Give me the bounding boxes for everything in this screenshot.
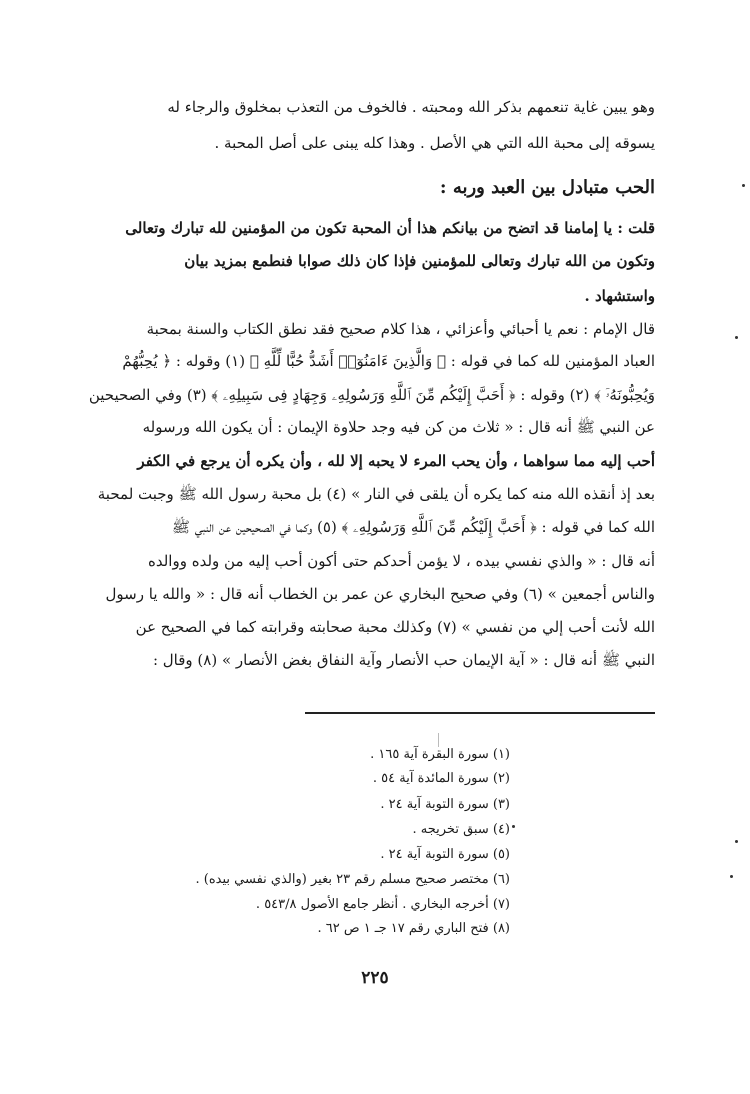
- footnote-5: (٥) سورة التوبة آية ٢٤ .: [380, 847, 510, 862]
- body-line-15: الله لأنت أحب إلي من نفسي » (٧) وكذلك محبة صحابته وقرابته كما في الصحيح عن: [135, 618, 655, 636]
- body-line-14: والناس أجمعين » (٦) وفي صحيح البخاري عن عمر بن الخطاب أنه قال : « والله يا رسول: [105, 585, 655, 603]
- body-line-3: قلت : يا إمامنا قد اتضح من بيانكم هذا أن المحبة تكون من المؤمنين لله تبارك وتعالى: [125, 219, 655, 237]
- footnote-divider: [305, 712, 655, 714]
- footnote-3: (٣) سورة التوبة آية ٢٤ .: [380, 797, 510, 812]
- scan-speck: [742, 184, 745, 187]
- scan-speck: [512, 825, 515, 828]
- body-line-11: بعد إذ أنقذه الله منه كما يكره أن يلقى في النار » (٤) بل محبة رسول الله ﷺ وجبت لمحبة: [97, 485, 655, 503]
- footnote-4: (٤) سبق تخريجه .: [412, 822, 510, 837]
- body-line-8: وَيُحِبُّونَهُۥٓ ﴾ (٢) وقوله : ﴿ أَحَبَّ إِلَيْكُم مِّنَ ٱللَّهِ وَرَسُولِهِۦ وَجِهَادٍ فِى سَبِيلِهِۦ ﴾ (٣) وفي الصحيحين: [88, 386, 655, 404]
- footnote-1: (١) سورة البقرة آية ١٦٥ .: [370, 747, 510, 762]
- body-line-2: يسوقه إلى محبة الله التي هي الأصل . وهذا كله يبنى على أصل المحبة .: [214, 134, 655, 152]
- body-line-6: قال الإمام : نعم يا أحبائي وأعزائي ، هذا كلام صحيح فقد نطق الكتاب والسنة بمحبة: [146, 320, 655, 338]
- body-line-10: أحب إليه مما سواهما ، وأن يحب المرء لا يحبه إلا لله ، وأن يكره أن يرجع في الكفر: [137, 452, 655, 470]
- body-line-7: العباد المؤمنين لله كما في قوله : ﴿ وَالَّذِينَ ءَامَنُوٓا۟ أَشَدُّ حُبًّا لِّلَّهِ ﴾ (١) وقوله : ﴿ يُحِبُّهُمْ: [122, 352, 655, 370]
- body-line-9: عن النبي ﷺ أنه قال : « ثلاث من كن فيه وجد حلاوة الإيمان : أن يكون الله ورسوله: [142, 418, 655, 436]
- footnote-8: (٨) فتح الباري رقم ١٧ جـ ١ ص ٦٢ .: [317, 921, 510, 936]
- scan-speck: [730, 875, 733, 878]
- section-heading: الحب متبادل بين العبد وربه :: [439, 177, 655, 198]
- body-line-5: واستشهاد .: [584, 287, 655, 305]
- body-line-13: أنه قال : « والذي نفسي بيده ، لا يؤمن أحدكم حتى أكون أحب إليه من ولده ووالده: [147, 552, 655, 570]
- body-line-12: الله كما في قوله : ﴿ أَحَبَّ إِلَيْكُم مِّنَ ٱللَّهِ وَرَسُولِهِۦ ﴾ (٥) وكما في الصحيحين عن النبي ﷺ: [171, 518, 655, 536]
- body-line-16: النبي ﷺ أنه قال : « آية الإيمان حب الأنصار وآية النفاق بغض الأنصار » (٨) وقال :: [152, 651, 655, 669]
- body-line-1: وهو يبين غاية تنعمهم بذكر الله ومحبته . فالخوف من التعذب بمخلوق والرجاء له: [167, 98, 655, 116]
- footnote-7: (٧) أخرجه البخاري . أنظر جامع الأصول ٥٤٣/٨ .: [255, 897, 510, 912]
- footnote-2: (٢) سورة المائدة آية ٥٤ .: [372, 771, 510, 786]
- scan-speck: [735, 336, 738, 339]
- scan-speck: [735, 840, 738, 843]
- body-line-4: وتكون من الله تبارك وتعالى للمؤمنين فإذا كان ذلك صوابا فنطمع بمزيد بيان: [184, 252, 655, 270]
- footnote-6: (٦) مختصر صحيح مسلم رقم ٢٣ بغير (والذي نفسي بيده) .: [195, 872, 510, 887]
- page-number: ٢٢٥: [361, 968, 389, 988]
